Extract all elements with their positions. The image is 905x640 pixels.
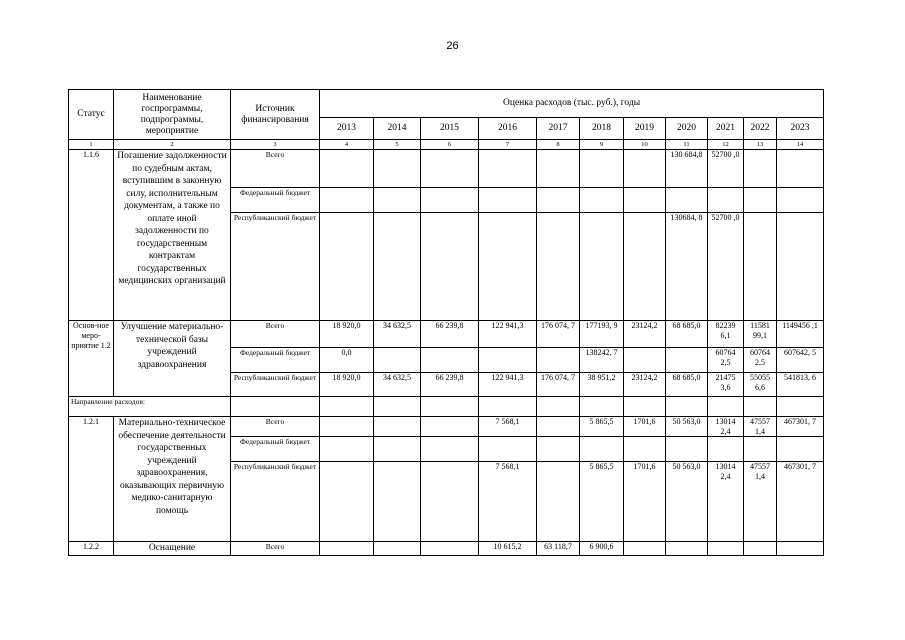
value-cell: 7 568,1 <box>479 462 537 542</box>
value-cell <box>421 437 479 462</box>
name-cell: Материально-техническое обеспечение деятельности государственных учреждений здравоохранения, оказывающих первичную медико-санитарную помощь <box>114 417 231 542</box>
value-cell <box>744 213 777 321</box>
value-cell: 34 632,5 <box>374 373 421 397</box>
value-cell: 18 920,0 <box>320 373 374 397</box>
value-cell: 13014 2,4 <box>708 417 744 437</box>
column-number: 10 <box>624 140 666 150</box>
value-cell: 52700 ,0 <box>708 213 744 321</box>
source-cell: Всего <box>231 321 320 348</box>
value-cell <box>666 437 708 462</box>
value-cell <box>421 417 479 437</box>
status-cell: Основ-ное меро-приятие 1.2 <box>69 321 114 397</box>
table-row <box>69 417 824 437</box>
value-cell <box>708 437 744 462</box>
column-number: 4 <box>320 140 374 150</box>
value-cell: 176 074, 7 <box>537 321 580 348</box>
value-cell: 68 685,0 <box>666 373 708 397</box>
empty-cell <box>708 397 744 417</box>
value-cell <box>624 348 666 373</box>
value-cell <box>421 188 479 213</box>
source-cell: Республиканский бюджет <box>231 373 320 397</box>
value-cell: 60764 2,5 <box>744 348 777 373</box>
value-cell: 34 632,5 <box>374 321 421 348</box>
value-cell: 52700 ,0 <box>708 150 744 188</box>
value-cell <box>320 462 374 542</box>
value-cell <box>537 213 580 321</box>
value-cell <box>537 417 580 437</box>
value-cell <box>777 542 824 556</box>
header-source: Источник финансирования <box>231 90 320 140</box>
value-cell <box>624 213 666 321</box>
status-cell: 1.2.1 <box>69 417 114 542</box>
value-cell: 47557 1,4 <box>744 417 777 437</box>
value-cell: 18 920,0 <box>320 321 374 348</box>
empty-cell <box>666 397 708 417</box>
value-cell: 607642, 5 <box>777 348 824 373</box>
empty-cell <box>580 397 624 417</box>
value-cell <box>777 437 824 462</box>
value-cell: 68 685,0 <box>666 321 708 348</box>
table-row <box>69 321 824 348</box>
value-cell: 47557 1,4 <box>744 462 777 542</box>
value-cell <box>666 542 708 556</box>
value-cell <box>708 188 744 213</box>
value-cell: 10 615,2 <box>479 542 537 556</box>
value-cell: 1149456 ,1 <box>777 321 824 348</box>
value-cell: 130 684,8 <box>666 150 708 188</box>
value-cell <box>374 462 421 542</box>
value-cell: 63 118,7 <box>537 542 580 556</box>
value-cell <box>744 188 777 213</box>
value-cell: 66 239,8 <box>421 321 479 348</box>
value-cell <box>479 150 537 188</box>
empty-cell <box>374 397 421 417</box>
empty-cell <box>624 397 666 417</box>
value-cell <box>708 542 744 556</box>
value-cell <box>624 188 666 213</box>
column-number: 9 <box>580 140 624 150</box>
value-cell <box>777 150 824 188</box>
value-cell: 21475 3,6 <box>708 373 744 397</box>
column-number: 12 <box>708 140 744 150</box>
empty-cell <box>320 397 374 417</box>
value-cell <box>374 188 421 213</box>
value-cell: 130684, 8 <box>666 213 708 321</box>
column-number: 5 <box>374 140 421 150</box>
value-cell <box>777 188 824 213</box>
column-number: 2 <box>114 140 231 150</box>
value-cell: 55055 6,6 <box>744 373 777 397</box>
year-header: 2020 <box>666 118 708 140</box>
year-header: 2014 <box>374 118 421 140</box>
status-cell: 1.2.2 <box>69 542 114 556</box>
value-cell: 50 563,0 <box>666 417 708 437</box>
year-header: 2017 <box>537 118 580 140</box>
source-cell: Республиканский бюджет <box>231 462 320 542</box>
value-cell <box>320 437 374 462</box>
source-cell: Федеральный бюджет <box>231 188 320 213</box>
value-cell: 11581 99,1 <box>744 321 777 348</box>
value-cell <box>624 437 666 462</box>
value-cell <box>580 437 624 462</box>
value-cell <box>374 213 421 321</box>
value-cell: 1701,6 <box>624 462 666 542</box>
value-cell <box>580 188 624 213</box>
value-cell <box>421 150 479 188</box>
value-cell: 467301, 7 <box>777 417 824 437</box>
header-row <box>69 90 824 118</box>
column-number: 8 <box>537 140 580 150</box>
column-number-row <box>69 140 824 150</box>
value-cell <box>744 150 777 188</box>
value-cell <box>374 417 421 437</box>
value-cell <box>624 542 666 556</box>
source-cell: Всего <box>231 542 320 556</box>
expenditure-table <box>68 89 824 556</box>
value-cell <box>537 437 580 462</box>
value-cell <box>624 150 666 188</box>
value-cell: 177193, 9 <box>580 321 624 348</box>
value-cell: 5 865,5 <box>580 417 624 437</box>
source-cell: Всего <box>231 417 320 437</box>
empty-cell <box>231 397 320 417</box>
value-cell: 38 951,2 <box>580 373 624 397</box>
status-cell: 1.1.6 <box>69 150 114 321</box>
empty-cell <box>777 397 824 417</box>
value-cell <box>421 213 479 321</box>
empty-cell <box>537 397 580 417</box>
value-cell: 176 074, 7 <box>537 373 580 397</box>
year-header: 2013 <box>320 118 374 140</box>
value-cell: 82239 6,1 <box>708 321 744 348</box>
value-cell <box>421 462 479 542</box>
column-number: 3 <box>231 140 320 150</box>
value-cell: 0,0 <box>320 348 374 373</box>
empty-cell <box>421 397 479 417</box>
value-cell <box>374 542 421 556</box>
year-header: 2021 <box>708 118 744 140</box>
value-cell <box>421 348 479 373</box>
value-cell <box>479 188 537 213</box>
value-cell <box>777 213 824 321</box>
value-cell <box>374 150 421 188</box>
value-cell <box>537 462 580 542</box>
name-cell: Погашение задолженности по судебным актам, вступившим в законную силу, исполнительным документам, а также по оплате иной задолженности по государственным контрактам государственных медицинских организаций <box>114 150 231 321</box>
source-cell: Федеральный бюджет <box>231 437 320 462</box>
empty-cell <box>479 397 537 417</box>
year-header: 2018 <box>580 118 624 140</box>
value-cell <box>744 542 777 556</box>
value-cell: 5 865,5 <box>580 462 624 542</box>
column-number: 11 <box>666 140 708 150</box>
page-number: 26 <box>446 40 459 52</box>
value-cell: 66 239,8 <box>421 373 479 397</box>
value-cell <box>537 348 580 373</box>
value-cell: 541813, 6 <box>777 373 824 397</box>
value-cell <box>421 542 479 556</box>
value-cell <box>320 417 374 437</box>
value-cell <box>580 213 624 321</box>
value-cell <box>320 150 374 188</box>
value-cell <box>374 348 421 373</box>
value-cell: 13014 2,4 <box>708 462 744 542</box>
value-cell <box>320 542 374 556</box>
year-header: 2023 <box>777 118 824 140</box>
value-cell: 1701,6 <box>624 417 666 437</box>
column-number: 7 <box>479 140 537 150</box>
value-cell <box>374 437 421 462</box>
value-cell <box>744 437 777 462</box>
value-cell <box>666 348 708 373</box>
column-number: 6 <box>421 140 479 150</box>
empty-cell <box>744 397 777 417</box>
source-cell: Федеральный бюджет <box>231 348 320 373</box>
column-number: 1 <box>69 140 114 150</box>
value-cell <box>537 188 580 213</box>
value-cell <box>479 348 537 373</box>
value-cell <box>537 150 580 188</box>
value-cell: 467301, 7 <box>777 462 824 542</box>
source-cell: Республиканский бюджет <box>231 213 320 321</box>
value-cell <box>320 213 374 321</box>
header-status: Статус <box>69 90 114 140</box>
value-cell: 23124,2 <box>624 321 666 348</box>
value-cell: 23124,2 <box>624 373 666 397</box>
value-cell: 60764 2,5 <box>708 348 744 373</box>
value-cell: 7 568,1 <box>479 417 537 437</box>
value-cell: 138242, 7 <box>580 348 624 373</box>
value-cell: 122 941,3 <box>479 321 537 348</box>
direction-label: Направление расходов: <box>69 397 231 417</box>
value-cell: 50 563,0 <box>666 462 708 542</box>
value-cell <box>666 188 708 213</box>
source-cell: Всего <box>231 150 320 188</box>
value-cell: 6 900,6 <box>580 542 624 556</box>
name-cell: Улучшение материально-технической базы учреждений здравоохранения <box>114 321 231 397</box>
value-cell: 122 941,3 <box>479 373 537 397</box>
year-header: 2019 <box>624 118 666 140</box>
header-estimate: Оценка расходов (тыс. руб.), годы <box>320 90 824 118</box>
column-number: 13 <box>744 140 777 150</box>
name-cell: Оснащение <box>114 542 231 556</box>
table-row <box>69 542 824 556</box>
year-header: 2015 <box>421 118 479 140</box>
year-header: 2022 <box>744 118 777 140</box>
value-cell <box>320 188 374 213</box>
year-header: 2016 <box>479 118 537 140</box>
table-row <box>69 150 824 188</box>
value-cell <box>479 213 537 321</box>
header-name: Наименование госпрограммы, подпрограммы, мероприятие <box>114 90 231 140</box>
value-cell <box>580 150 624 188</box>
column-number: 14 <box>777 140 824 150</box>
direction-row <box>69 397 824 417</box>
value-cell <box>479 437 537 462</box>
